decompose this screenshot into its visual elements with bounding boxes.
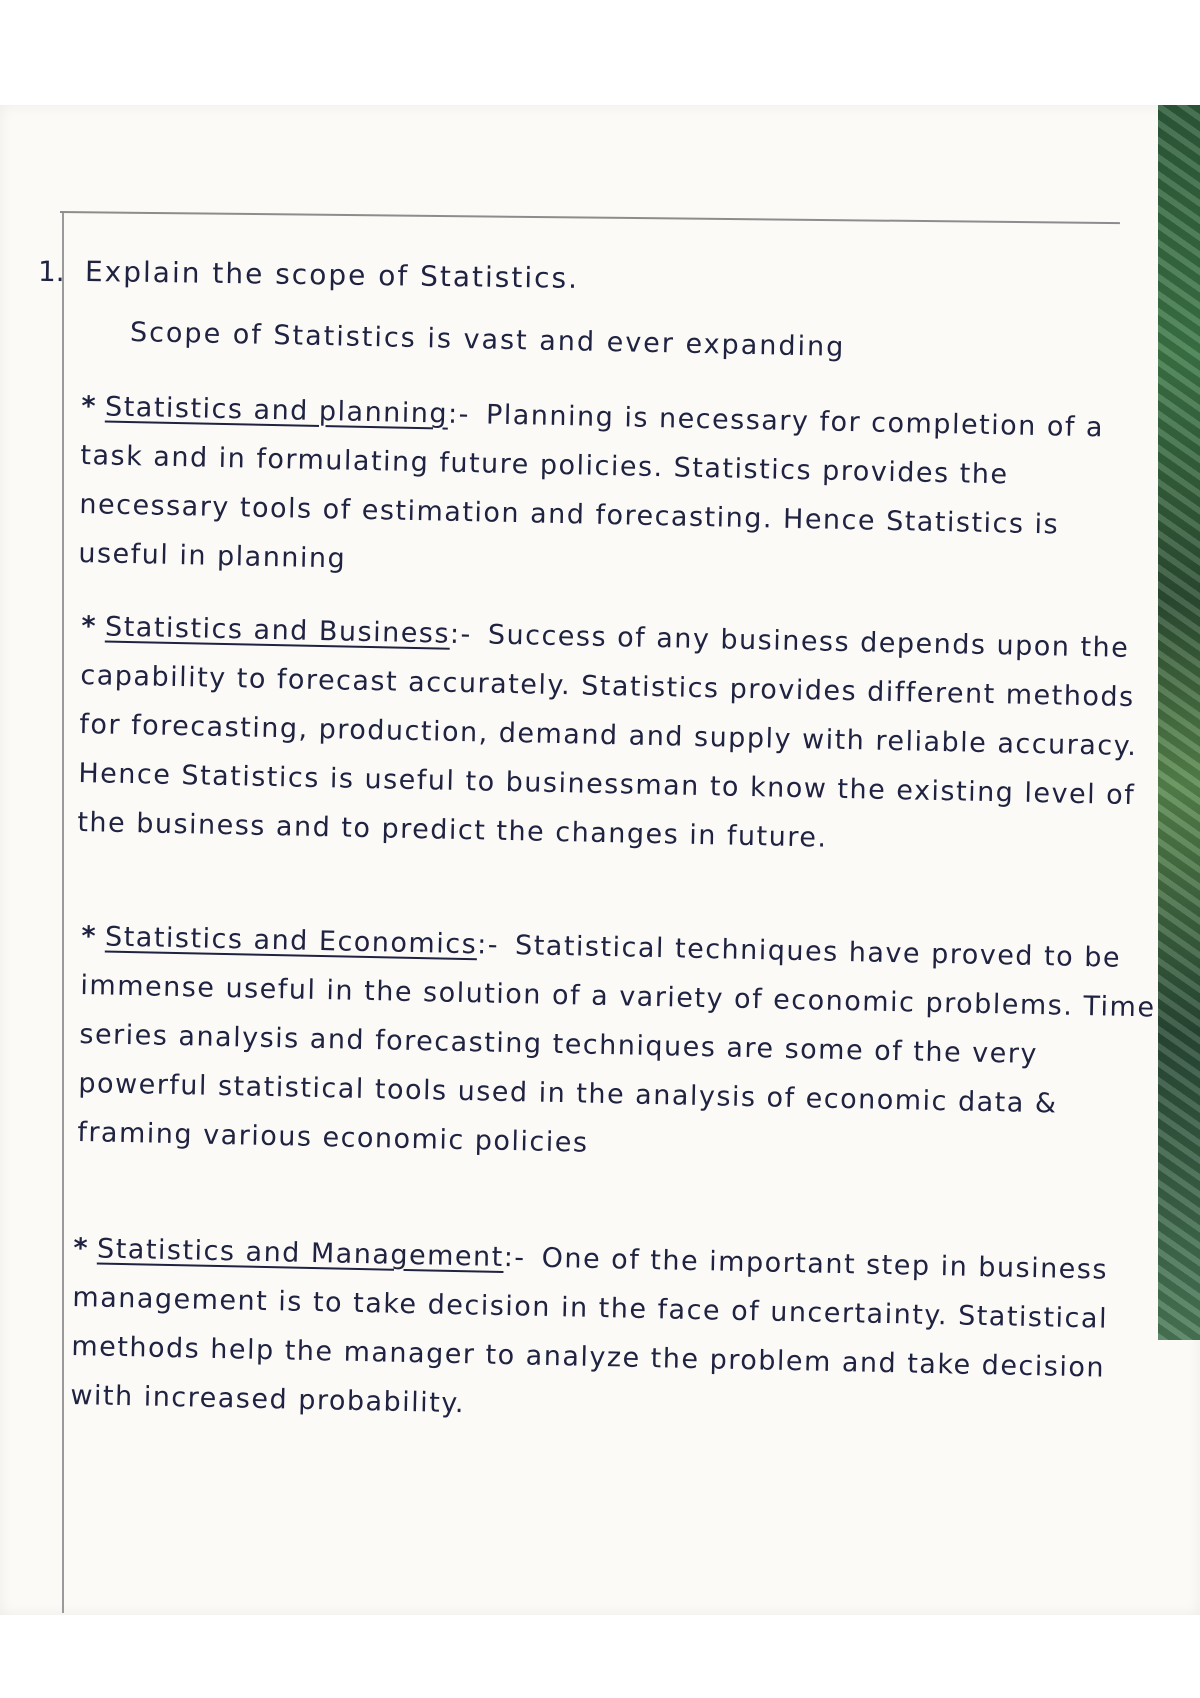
bullet-star: * [81, 920, 98, 953]
section-heading: Statistics and Business [104, 611, 451, 650]
section-heading: Statistics and planning [104, 391, 449, 430]
bullet-star: * [73, 1232, 90, 1265]
section-body: Planning is necessary for completion of a task and in formulating future policies. Statistics provides the necessary tools of estimation and forecasting. Hence Statistics is useful in planning [78, 399, 1105, 575]
section-management [70, 1224, 1154, 1443]
section-economics [77, 912, 1162, 1180]
section-business [77, 602, 1162, 870]
section-heading: Statistics and Management [96, 1233, 505, 1274]
bullet-star: * [81, 390, 98, 423]
question-number: 1. [37, 254, 65, 289]
question-text: Explain the scope of Statistics. [84, 255, 580, 295]
section-separator: :- [503, 1242, 526, 1274]
section-heading: Statistics and Economics [104, 921, 478, 961]
section-separator: :- [476, 929, 500, 961]
section-body: Success of any business depends upon the capability to forecast accurately. Statistics provides different methods for forecasting, production, demand and supply with reliable accuracy. Hence Statistics is useful to businessman to know the existing level of the business and to predict the changes in future. [77, 619, 1138, 854]
section-body: Statistical techniques have proved to be immense useful in the solution of a variety of economic problems. Time series analysis and forecasting techniques are some of the very powerful statistical tools used in the analysis of economic data & framing various economic policies [77, 930, 1156, 1159]
section-planning [78, 382, 1162, 601]
bullet-star: * [81, 610, 98, 643]
section-separator: :- [447, 398, 471, 431]
intro-line: Scope of Statistics is vast and ever expanding [129, 317, 846, 363]
section-separator: :- [449, 618, 473, 651]
section-body: One of the important step in business management is to take decision in the face of uncertainty. Statistical methods help the manager to analyze the problem and take decision with increased probability. [70, 1242, 1109, 1420]
